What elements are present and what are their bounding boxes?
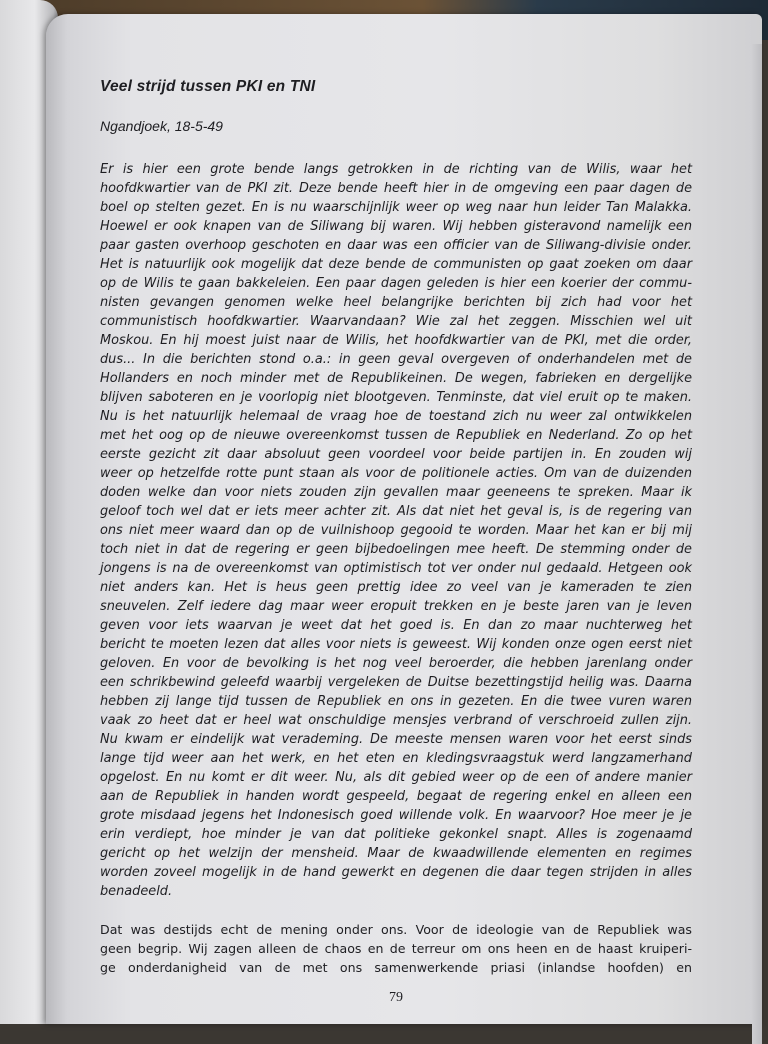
text-line: Dat was destijds echt de mening onder ons. Voor de ideologie van de Republiek was [100,922,692,937]
text-line: toch niet in dat de regering er geen bijbedoelingen mee heeft. De stemming onder de [100,542,692,557]
text-line: jongens is na de overeenkomst van optimistisch tot ver onder nul gedaald. Hetgeen ook [100,561,692,576]
text-line: aan de Republiek in handen wordt gespeeld, begaat de regering enkel en alleen een [100,789,692,804]
text-line: hoofdkwartier van de PKI zit. Deze bende heeft hier in de omgeving een paar dagen de [100,181,692,196]
text-line: nisten gevangen genomen welke heel belangrijke berichten bij zich had voor het [100,295,692,310]
text-line: dus... In die berichten stond o.a.: in geen geval overgeven of onderhandelen met de [100,352,692,367]
text-line: gericht op het welzijn der mensheid. Maar de kwaadwillende elementen en regimes [100,846,692,861]
text-line: doden welke dan voor niets zouden zijn gevallen maar geeneens te spreken. Maar ik [100,485,692,500]
page-stack-edge [752,44,762,1044]
text-line: ons niet meer waard dan op de vuilnishoop gegooid te worden. Maar het kan er bij mij [100,523,692,538]
diary-entry [100,160,692,901]
text-line: hebben zij lange tijd tussen de Republiek en ons in gezeten. En die twee vuren waren [100,694,692,709]
text-line: grote misdaad jegens het Indonesisch goed willende volk. En waarvoor? Hoe meer je je [100,808,692,823]
text-line: bericht te moeten lezen dat alles voor niets is geweest. Wij konden onze ogen eerst niet [100,637,692,652]
text-line: een schrikbewind geleefd waarbij vergeleken de Duitse bezettingstijd heilig was. Daarna [100,675,692,690]
text-line: niet anders kan. Het is heus geen prettig idee zo veel van je kameraden te zien [100,580,692,595]
text-line: opgelost. En nu komt er dit weer. Nu, als dit gebied weer op de een of andere manier [100,770,692,785]
text-line: lange tijd weer aan het werk, en het eten en kledingsvraagstuk werd langzamerhand [100,751,692,766]
text-line: Nu is het natuurlijk helemaal de vraag hoe de toestand zich nu weer zal ontwikkelen [100,409,692,424]
text-line: communistisch hoofdkwartier. Waarvandaan? Wie zal het zeggen. Misschien wel uit [100,314,692,329]
text-line: met het oog op de nieuwe overeenkomst tussen de Republiek en Nederland. Zo op het [100,428,692,443]
text-line: vaak zo heet dat er heel wat onschuldige mensjes verbrand of verschroeid zullen zijn. [100,713,692,728]
text-line: weer op hetzelfde rotte punt staan als voor de politionele acties. Om van de duizenden [100,466,692,481]
text-line: geloof toch wel dat er iets meer achter zit. Als dat niet het geval is, is de regering van [100,504,692,519]
date-line: Ngandjoek, 18-5-49 [100,118,223,134]
text-line: sneuvelen. Zelf iedere dag maar weer eropuit trekken en je beste jaren van je leven [100,599,692,614]
text-line: op de Wilis te gaan bakkeleien. Een paar dagen geleden is hier een koerier der commu- [100,276,692,291]
text-line: Er is hier een grote bende langs getrokken in de richting van de Wilis, waar het [100,162,692,177]
text-line: geen begrip. Wij zagen alleen de chaos en de terreur om ons heen en de haast kruiperi- [100,941,692,956]
text-line: erin verdiept, hoe minder je van dat politieke gekonkel snapt. Alles is zogenaamd [100,827,692,842]
text-line: Het is natuurlijk ook mogelijk dat deze bende de communisten op gaat zoeken om daar [100,257,692,272]
text-line: ge onderdanigheid van de met ons samenwerkende priasi (inlandse hoofden) en [100,960,692,975]
text-line: blijven saboteren en je voorlopig niet blootgeven. Tenminste, dat viel eruit op te maken. [100,390,692,405]
page-number: 79 [389,990,403,1005]
text-line: eerste gezicht zit daar absoluut geen voordeel voor beide partijen in. En zouden wij [100,447,692,462]
chapter-title: Veel strijd tussen PKI en TNI [100,78,316,95]
page-content [100,78,692,1005]
book-page [46,14,762,1024]
text-line: Nu kwam er eindelijk wat verademing. De meeste mensen waren voor het eerst sinds [100,732,692,747]
text-line: Hollanders en noch minder met de Republikeinen. De wegen, fabrieken en dergelijke [100,371,692,386]
commentary-paragraph [100,920,692,977]
text-line: Moskou. En hij moest juist naar de Wilis, het hoofdkwartier van de PKI, met die order, [100,333,692,348]
text-line: worden zoveel mogelijk in de hand gewerkt en degenen die daar tegen strijden in alles [100,865,692,880]
text-line: Hoewel er ook knapen van de Siliwang bij waren. Wij hebben gisteravond namelijk een [100,219,692,234]
text-line: benadeeld. [100,884,173,899]
text-line: geven voor iets waarvan je weet dat het goed is. En dan zo maar nuchterweg het [100,618,692,633]
text-line: boel op stelten gezet. En is nu waarschijnlijk weer op weg naar hun leider Tan Malakka. [100,200,692,215]
text-line: paar gasten overhoop geschoten en daar was een officier van de Siliwang-divisie onder. [100,238,692,253]
text-line: geloven. En voor de bevolking is het nog veel beroerder, die hebben jarenlang onder [100,656,692,671]
